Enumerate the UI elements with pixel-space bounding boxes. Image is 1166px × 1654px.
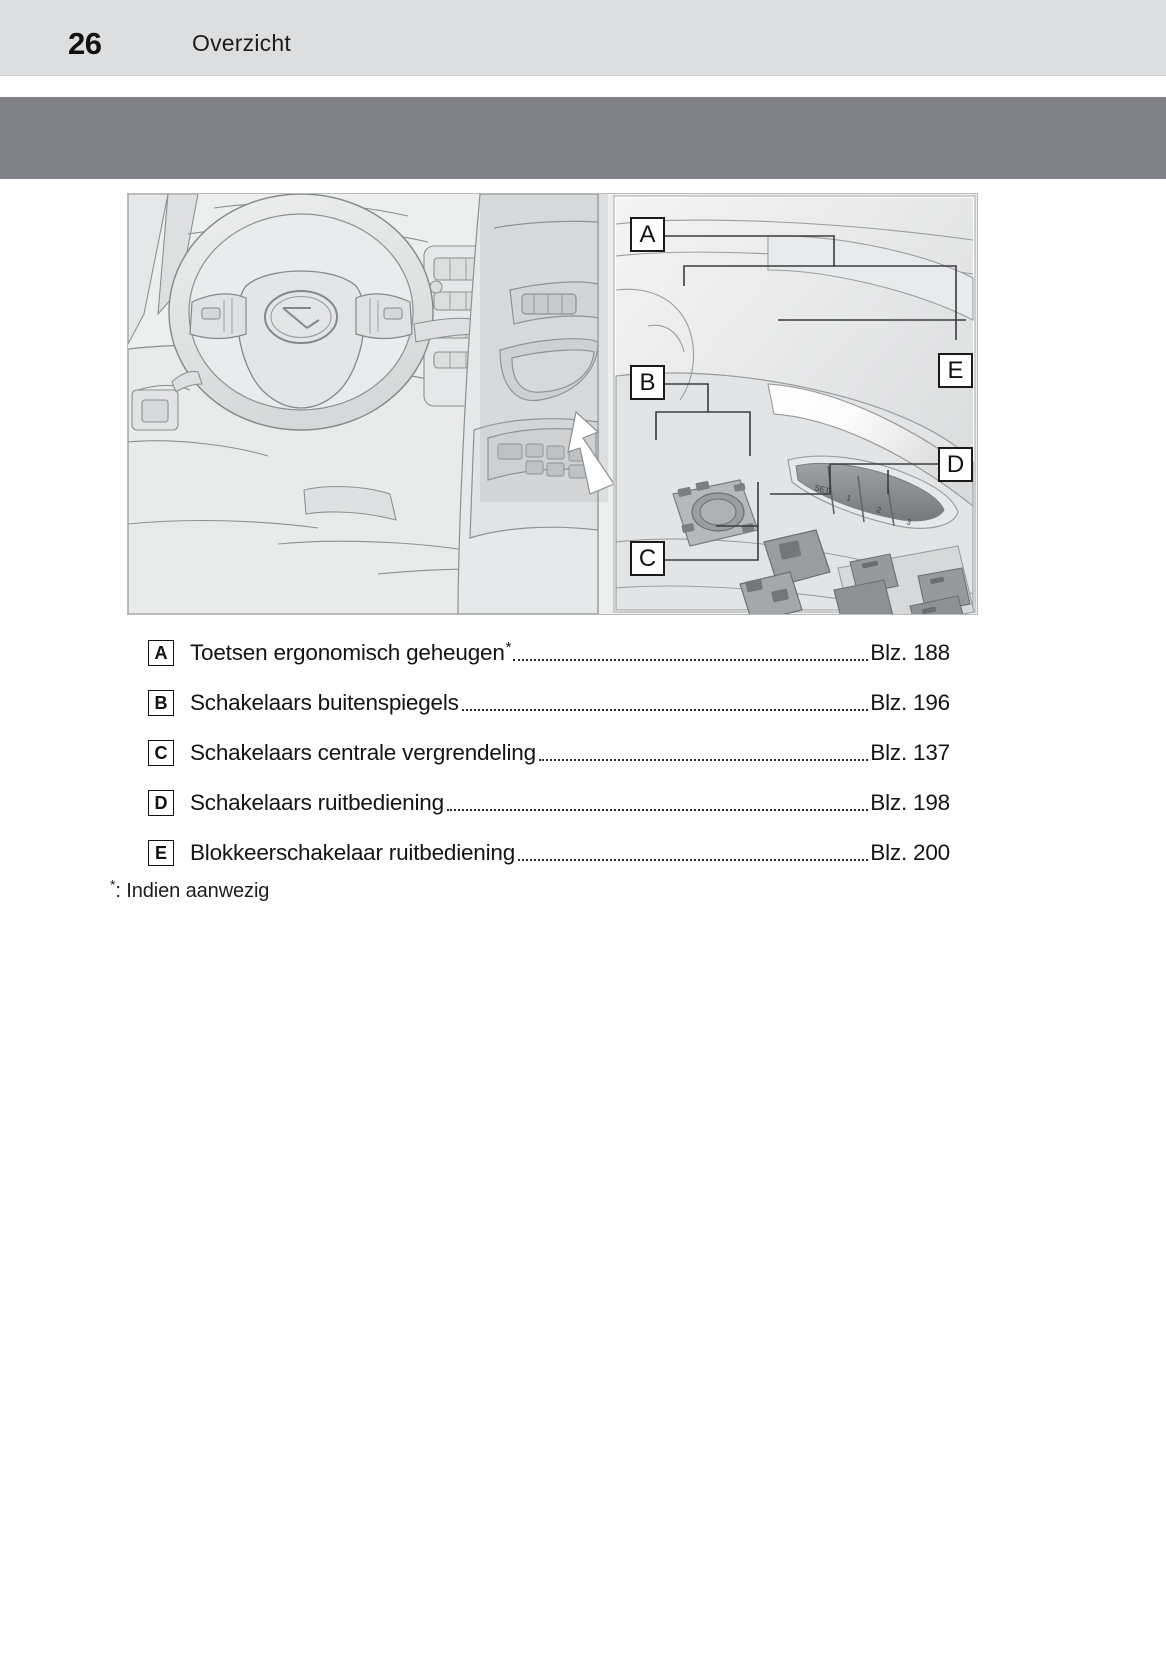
leader-dots-e <box>518 858 868 861</box>
section-band <box>0 97 1166 179</box>
reference-label-c-text: Schakelaars centrale vergrendeling <box>190 740 536 765</box>
reference-label-d-text: Schakelaars ruitbediening <box>190 790 444 815</box>
central-lock-switches <box>740 530 830 614</box>
reference-label-e <box>190 840 516 866</box>
callout-badge-e <box>939 354 972 387</box>
footnote-marker-a: * <box>505 638 512 656</box>
reference-page-d[interactable]: Blz. 198 <box>870 790 950 815</box>
reference-row-e[interactable] <box>148 828 950 878</box>
leader-dots-d <box>447 808 868 811</box>
footnote-text: : Indien aanwezig <box>115 880 270 902</box>
memory-button-1-label: 1 <box>845 493 853 504</box>
svg-text:C: C <box>638 545 657 572</box>
reference-row-b[interactable] <box>148 678 950 728</box>
reference-label-a-text: Toetsen ergonomisch geheugen <box>190 640 505 665</box>
reference-badge-a: A <box>148 640 174 666</box>
svg-text:E: E <box>947 357 964 384</box>
callout-badge-a <box>631 218 664 251</box>
reference-badge-c: C <box>148 740 174 766</box>
svg-text:D: D <box>946 451 965 478</box>
svg-text:A: A <box>639 221 656 248</box>
memory-button-set-label: SET <box>813 483 831 496</box>
reference-badge-e: E <box>148 840 174 866</box>
door-panel-illustration <box>127 193 978 615</box>
callout-badge-c <box>631 542 664 575</box>
reference-page-c[interactable]: Blz. 137 <box>870 740 950 765</box>
reference-label-c <box>190 740 537 766</box>
reference-label-e-text: Blokkeerschakelaar ruitbediening <box>190 840 516 865</box>
mirror-switch-assembly <box>673 480 758 546</box>
leader-dots-a <box>513 658 868 661</box>
page-title: Overzicht <box>192 30 291 56</box>
power-window-switches <box>834 546 974 614</box>
reference-label-b <box>190 690 460 716</box>
callout-layer <box>128 194 977 614</box>
reference-page-b[interactable]: Blz. 196 <box>870 690 950 715</box>
callout-badge-b <box>631 366 664 399</box>
footnote-star: * <box>110 876 116 893</box>
reference-label-d <box>190 790 445 816</box>
page-number: 26 <box>68 26 102 61</box>
reference-badge-b: B <box>148 690 174 716</box>
reference-label-a <box>190 640 511 666</box>
callout-badge-d <box>939 448 972 481</box>
svg-text:B: B <box>639 369 656 396</box>
leader-dots-b <box>462 708 869 711</box>
memory-button-2-label: 2 <box>875 505 883 516</box>
reference-row-c[interactable] <box>148 728 950 778</box>
page-header <box>0 0 1166 76</box>
footnote <box>110 876 270 903</box>
reference-page-a[interactable]: Blz. 188 <box>870 640 950 665</box>
reference-row-a[interactable] <box>148 628 950 678</box>
reference-badge-d: D <box>148 790 174 816</box>
reference-list <box>148 628 950 878</box>
leader-dots-c <box>539 758 868 761</box>
reference-label-b-text: Schakelaars buitenspiegels <box>190 690 459 715</box>
memory-button-3-label: 3 <box>905 517 913 528</box>
reference-page-e[interactable]: Blz. 200 <box>870 840 950 865</box>
reference-row-d[interactable] <box>148 778 950 828</box>
